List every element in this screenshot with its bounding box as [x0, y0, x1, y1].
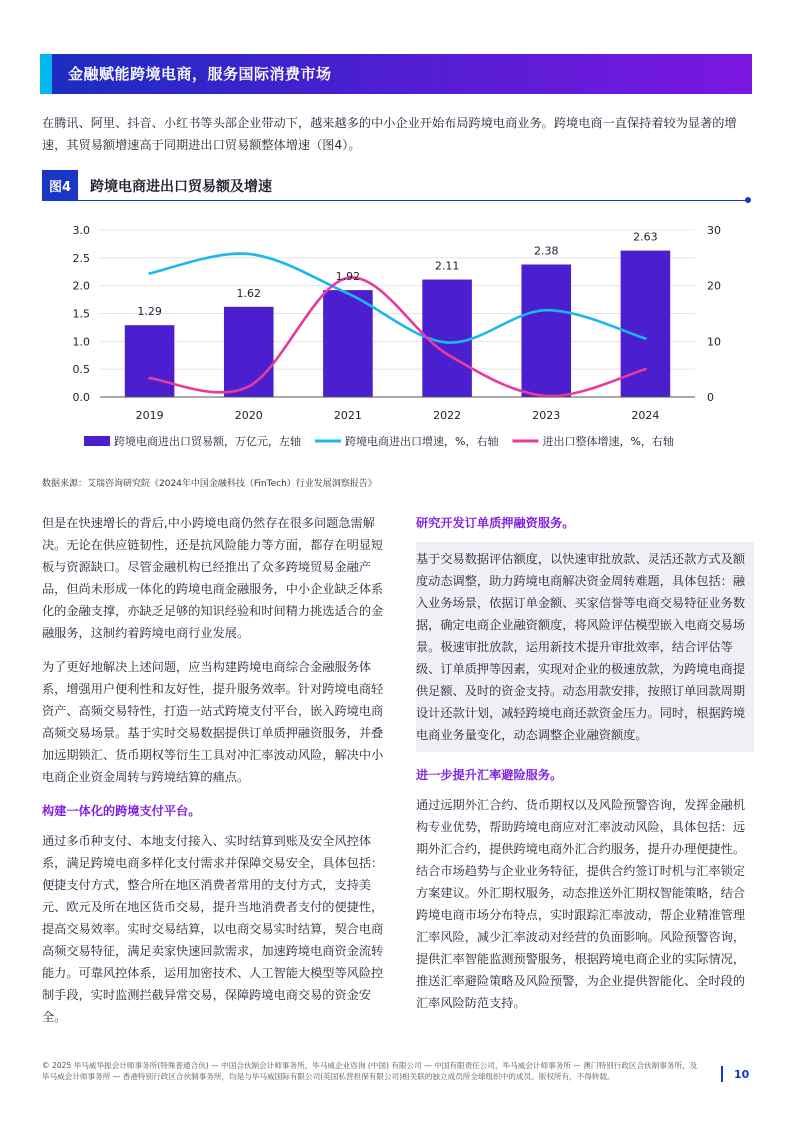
- hedging-paragraph: 通过远期外汇合约、货币期权以及风险预警咨询，发挥金融机构专业优势，帮助跨境电商应对汇率波动风险，具体包括：远期外汇合约，提供跨境电商外汇合约服务，提升办理便捷性。结合市场趋势与企业业务特征，提供合约签订时机与汇率锁定方案建议。外汇期权服务，动态推送外汇期权智能策略，结合跨境电商市场分布特点，实时跟踪汇率波动，帮企业精准管理汇率风险，减少汇率波动对经营的负面影响。风险预警咨询，提供汇率智能监测预警服务，根据跨境电商企业的实际情况，推送汇率避险策略及风险预警，为企业提供智能化、全时段的汇率风险防范支持。: [416, 798, 746, 1010]
- legend-label: 跨境电商进出口增速，%，右轴: [345, 435, 499, 448]
- right-column: [416, 512, 754, 1026]
- data-source: 数据来源：艾瑞咨询研究院《2024年中国金融科技（FinTech）行业发展洞察报告》: [42, 479, 377, 489]
- intro-paragraph: 在腾讯、阿里、抖音、小红书等头部企业带动下，越来越多的中小企业开始布局跨境电商业务。跨境电商一直保持着较为显著的增速，其贸易额增速高于同期进出口贸易额整体增速（图4）。: [42, 116, 737, 152]
- left-axis-tick: 2.5: [72, 251, 90, 265]
- bar-data-label: 1.62: [236, 286, 261, 300]
- category-label: 2021: [333, 409, 362, 422]
- category-label: 2019: [135, 409, 164, 422]
- hedging-heading: 进一步提升汇率避险服务。: [416, 768, 563, 782]
- financing-paragraph: 基于交易数据评估额度，以快速审批放款、灵活还款方式及额度动态调整，助力跨境电商解决资金周转难题，具体包括：融入业务场景，依据订单金额、买家信誉等电商交易特征业务数据，确定电商企业融资额度，将风险评估模型嵌入电商交易场景。极速审批放款，运用新技术提升审批效率，结合评估等级、订单质押等因素，实现对企业的极速放款，为跨境电商提供足额、及时的资金支持。动态用款安排，按照订单回款周期设计还款计划，减轻跨境电商还款资金压力。同时，根据跨境电商业务量变化，动态调整企业融资额度。: [416, 542, 754, 752]
- banner-accent: [40, 54, 52, 94]
- left-axis-tick: 3.0: [72, 224, 90, 237]
- figure-title: 跨境电商进出口贸易额及增速: [90, 179, 272, 195]
- right-axis-tick: 20: [707, 279, 721, 293]
- legend-swatch: [84, 436, 110, 446]
- figure-rule: [42, 200, 748, 201]
- figure-label: 图4: [42, 170, 78, 200]
- right-axis-tick: 30: [707, 224, 721, 237]
- bar-2019: [125, 325, 175, 397]
- payment-platform-heading: 构建一体化的跨境支付平台。: [42, 804, 201, 818]
- bar-data-label: 2.38: [534, 244, 559, 258]
- bar-2021: [323, 290, 373, 397]
- page-title: 金融赋能跨境电商，服务国际消费市场: [68, 65, 332, 83]
- left-column: [42, 512, 384, 1040]
- page-number: 10: [734, 1068, 750, 1081]
- right-axis-tick: 0: [707, 391, 714, 404]
- category-label: 2023: [532, 409, 561, 422]
- figure-rule-dot: [745, 197, 751, 203]
- left-axis-tick: 0.5: [72, 363, 90, 377]
- bar-data-label: 1.92: [335, 270, 361, 284]
- right-axis-tick: 10: [707, 335, 721, 349]
- footer-copyright: © 2025 毕马威华振会计师事务所(特殊普通合伙) — 中国合伙制会计师事务所，毕马威企业咨询 (中国) 有限公司 — 中国有限责任公司，毕马威会计师事务所 — 澳门特别行政区合伙制事务所，及毕马威会计师事务所 — 香港特别行政区合伙制事务所，均是与毕马威国际有限公司(英国私营担保有限公司)相关联的独立成员所全球组织中的成员。版权所有，不得转载。: [42, 1061, 698, 1081]
- left-axis-tick: 0.0: [72, 391, 90, 404]
- left-axis-tick: 2.0: [72, 279, 90, 293]
- left-axis-tick: 1.0: [72, 335, 90, 349]
- bar-data-label: 2.63: [633, 230, 658, 244]
- bar-2023: [521, 265, 571, 397]
- trade-chart: [40, 210, 755, 470]
- bar-data-label: 2.11: [434, 259, 460, 273]
- category-label: 2024: [631, 409, 660, 422]
- legend-label: 进出口整体增速，%，右轴: [542, 435, 674, 448]
- footer-divider: [721, 1066, 723, 1082]
- payment-platform-paragraph: 通过多币种支付、本地支付接入、实时结算到账及安全风控体系，满足跨境电商多样化支付需求并保障交易安全，具体包括：便捷支付方式，整合所在地区消费者常用的支付方式，支持美元、欧元及所在地区货币交易，提升当地消费者支付的便捷性，提高交易效率。实时交易结算，以电商交易实时结算，契合电商高频交易特征，满足卖家快速回款需求，加速跨境电商资金流转能力。可靠风控体系，运用加密技术、人工智能大模型等风险控制手段，实时监测拦截异常交易，保障跨境电商交易的资金安全。: [42, 834, 384, 1024]
- financing-heading: 研究开发订单质押融资服务。: [416, 516, 575, 530]
- solution-paragraph: 为了更好地解决上述问题，应当构建跨境电商综合金融服务体系，增强用户便利性和友好性，提升服务效率。针对跨境电商轻资产、高频交易特性，打造一站式跨境支付平台，嵌入跨境电商高频交易场景。基于实时交易数据提供订单质押融资服务，并叠加远期锁汇、货币期权等衍生工具对冲汇率波动风险，解决中小电商企业资金周转与跨境结算的痛点。: [42, 660, 384, 784]
- legend-label: 跨境电商进出口贸易额，万亿元，左轴: [114, 435, 301, 448]
- category-label: 2022: [433, 409, 462, 422]
- category-label: 2020: [234, 409, 263, 422]
- left-axis-tick: 1.5: [72, 307, 90, 321]
- bar-2020: [224, 307, 274, 397]
- bar-data-label: 1.29: [137, 305, 162, 319]
- challenge-paragraph: 但是在快速增长的背后,中小跨境电商仍然存在很多问题急需解决。无论在供应链韧性，还是抗风险能力等方面，都存在明显短板与资源缺口。尽管金融机构已经推出了众多跨境贸易金融产品，但尚未形成一体化的跨境电商金融服务，中小企业缺乏体系化的金融支撑，亦缺乏足够的知识经验和时间精力挑选适合的金融服务，这制约着跨境电商行业发展。: [42, 516, 384, 640]
